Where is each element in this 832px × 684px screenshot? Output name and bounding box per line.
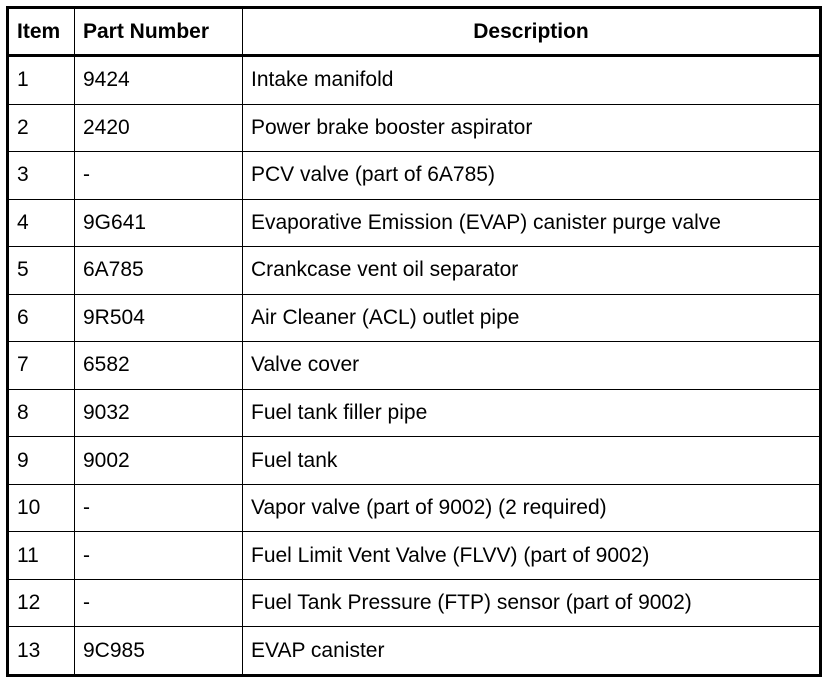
description-cell: PCV valve (part of 6A785) [243,152,821,200]
item-cell: 6 [8,294,75,342]
part-number-cell: - [75,152,243,200]
part-number-cell: 9C985 [75,627,243,676]
item-cell: 9 [8,437,75,485]
part-number-cell: - [75,532,243,580]
description-cell: Fuel Limit Vent Valve (FLVV) (part of 9002) [243,532,821,580]
table-row [8,342,821,390]
item-cell: 12 [8,579,75,627]
column-header-item: Item [8,8,75,56]
table-row [8,532,821,580]
part-number-cell: 9032 [75,389,243,437]
item-cell: 2 [8,104,75,152]
item-cell: 3 [8,152,75,200]
part-number-cell: - [75,579,243,627]
column-header-description: Description [243,8,821,56]
table-row [8,56,821,105]
table-row [8,389,821,437]
item-cell: 7 [8,342,75,390]
description-cell: Fuel tank filler pipe [243,389,821,437]
table-row [8,104,821,152]
part-number-cell: 9G641 [75,199,243,247]
description-cell: Crankcase vent oil separator [243,247,821,295]
description-cell: Fuel tank [243,437,821,485]
item-cell: 10 [8,484,75,532]
item-cell: 8 [8,389,75,437]
part-number-cell: 9R504 [75,294,243,342]
description-cell: Valve cover [243,342,821,390]
item-cell: 1 [8,56,75,105]
column-header-part-number: Part Number [75,8,243,56]
description-cell: Evaporative Emission (EVAP) canister purge valve [243,199,821,247]
table-header-row [8,8,821,56]
part-number-cell: 6582 [75,342,243,390]
table-row [8,484,821,532]
table-row [8,437,821,485]
table-row [8,627,821,676]
item-cell: 13 [8,627,75,676]
description-cell: Fuel Tank Pressure (FTP) sensor (part of 9002) [243,579,821,627]
part-number-cell: 6A785 [75,247,243,295]
table-row [8,199,821,247]
part-number-cell: 9002 [75,437,243,485]
part-number-cell: - [75,484,243,532]
description-cell: Air Cleaner (ACL) outlet pipe [243,294,821,342]
description-cell: Power brake booster aspirator [243,104,821,152]
table-row [8,579,821,627]
item-cell: 11 [8,532,75,580]
item-cell: 4 [8,199,75,247]
description-cell: EVAP canister [243,627,821,676]
table-row [8,247,821,295]
table-row [8,294,821,342]
item-cell: 5 [8,247,75,295]
description-cell: Vapor valve (part of 9002) (2 required) [243,484,821,532]
parts-table [6,6,822,677]
part-number-cell: 2420 [75,104,243,152]
table-row [8,152,821,200]
description-cell: Intake manifold [243,56,821,105]
part-number-cell: 9424 [75,56,243,105]
